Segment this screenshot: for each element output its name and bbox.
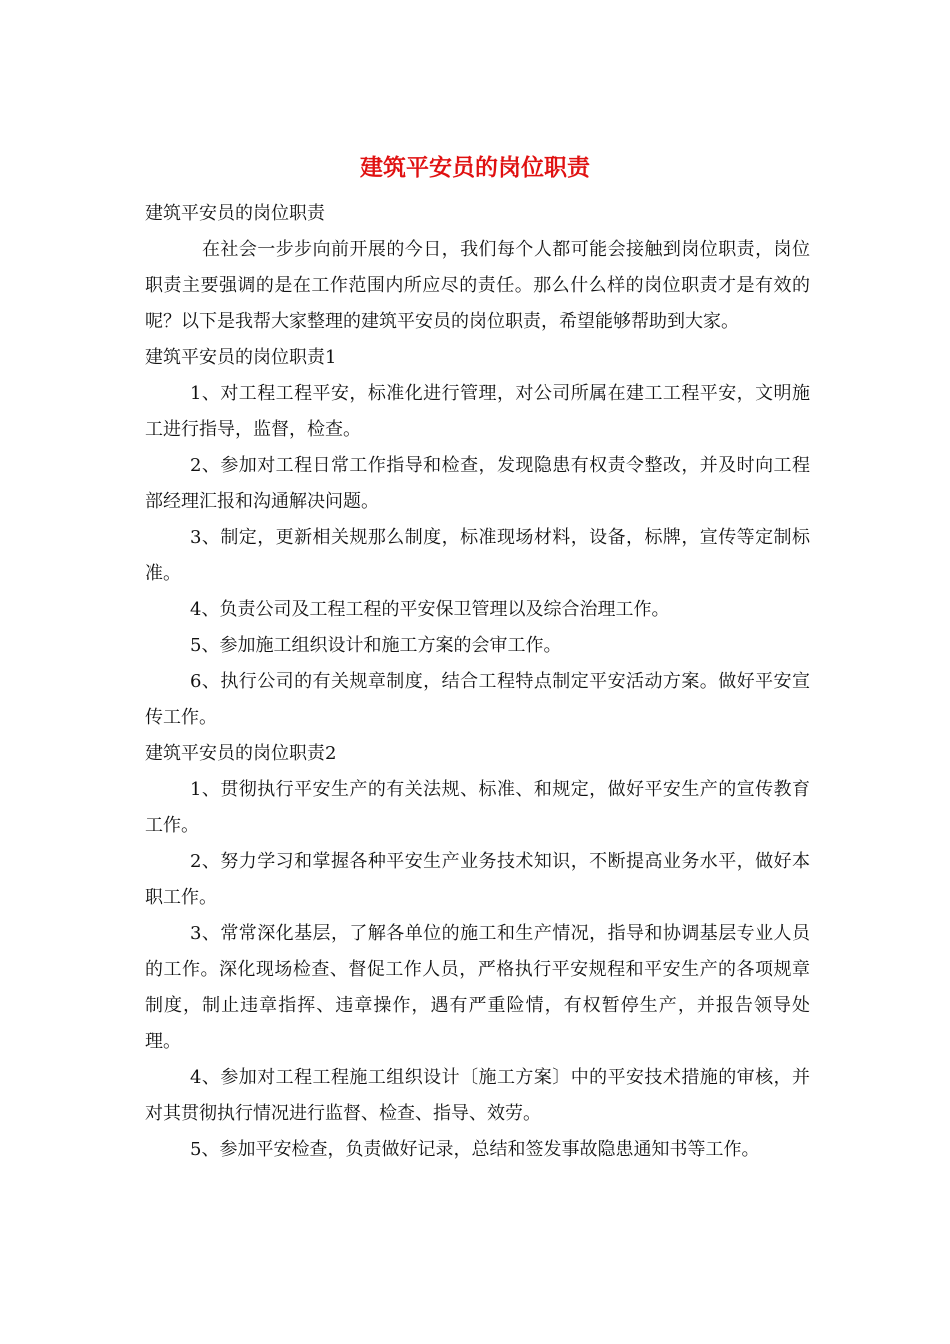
- section-heading: 建筑平安员的岗位职责2: [145, 743, 337, 764]
- list-item: 4、参加对工程工程施工组织设计〔施工方案〕中的平安技术措施的审核，并对其贯彻执行情况进行监督、检查、指导、效劳。: [145, 1067, 810, 1124]
- list-item: 2、参加对工程日常工作指导和检查，发现隐患有权责令整改，并及时向工程部经理汇报和沟通解决问题。: [145, 455, 810, 512]
- list-item: 6、执行公司的有关规章制度，结合工程特点制定平安活动方案。做好平安宣传工作。: [145, 671, 810, 728]
- list-item: 3、常常深化基层，了解各单位的施工和生产情况，指导和协调基层专业人员的工作。深化现场检查、督促工作人员，严格执行平安规程和平安生产的各项规章制度，制止违章指挥、违章操作，遇有严重险情，有权暂停生产，并报告领导处理。: [145, 923, 810, 1052]
- document-body: [145, 196, 810, 1168]
- list-item: 1、对工程工程平安，标准化进行管理，对公司所属在建工工程平安，文明施工进行指导，监督，检查。: [145, 383, 810, 440]
- list-item: 2、努力学习和掌握各种平安生产业务技术知识，不断提高业务水平，做好本职工作。: [145, 851, 810, 908]
- list-item: 1、贯彻执行平安生产的有关法规、标准、和规定，做好平安生产的宣传教育工作。: [145, 779, 810, 836]
- list-item: 3、制定，更新相关规那么制度，标准现场材料，设备，标牌，宣传等定制标准。: [145, 527, 810, 584]
- list-item: 4、负责公司及工程工程的平安保卫管理以及综合治理工作。: [190, 599, 670, 620]
- list-item: 5、参加施工组织设计和施工方案的会审工作。: [190, 635, 562, 656]
- list-item: 5、参加平安检查，负责做好记录，总结和签发事故隐患通知书等工作。: [190, 1139, 760, 1160]
- document-title: 建筑平安员的岗位职责: [360, 154, 590, 181]
- section-heading: 建筑平安员的岗位职责1: [145, 347, 337, 368]
- document-subtitle: 建筑平安员的岗位职责: [145, 203, 325, 224]
- intro-paragraph: 在社会一步步向前开展的今日，我们每个人都可能会接触到岗位职责，岗位职责主要强调的是在工作范围内所应尽的责任。那么什么样的岗位职责才是有效的呢？以下是我帮大家整理的建筑平安员的岗位职责，希望能够帮助到大家。: [145, 239, 810, 332]
